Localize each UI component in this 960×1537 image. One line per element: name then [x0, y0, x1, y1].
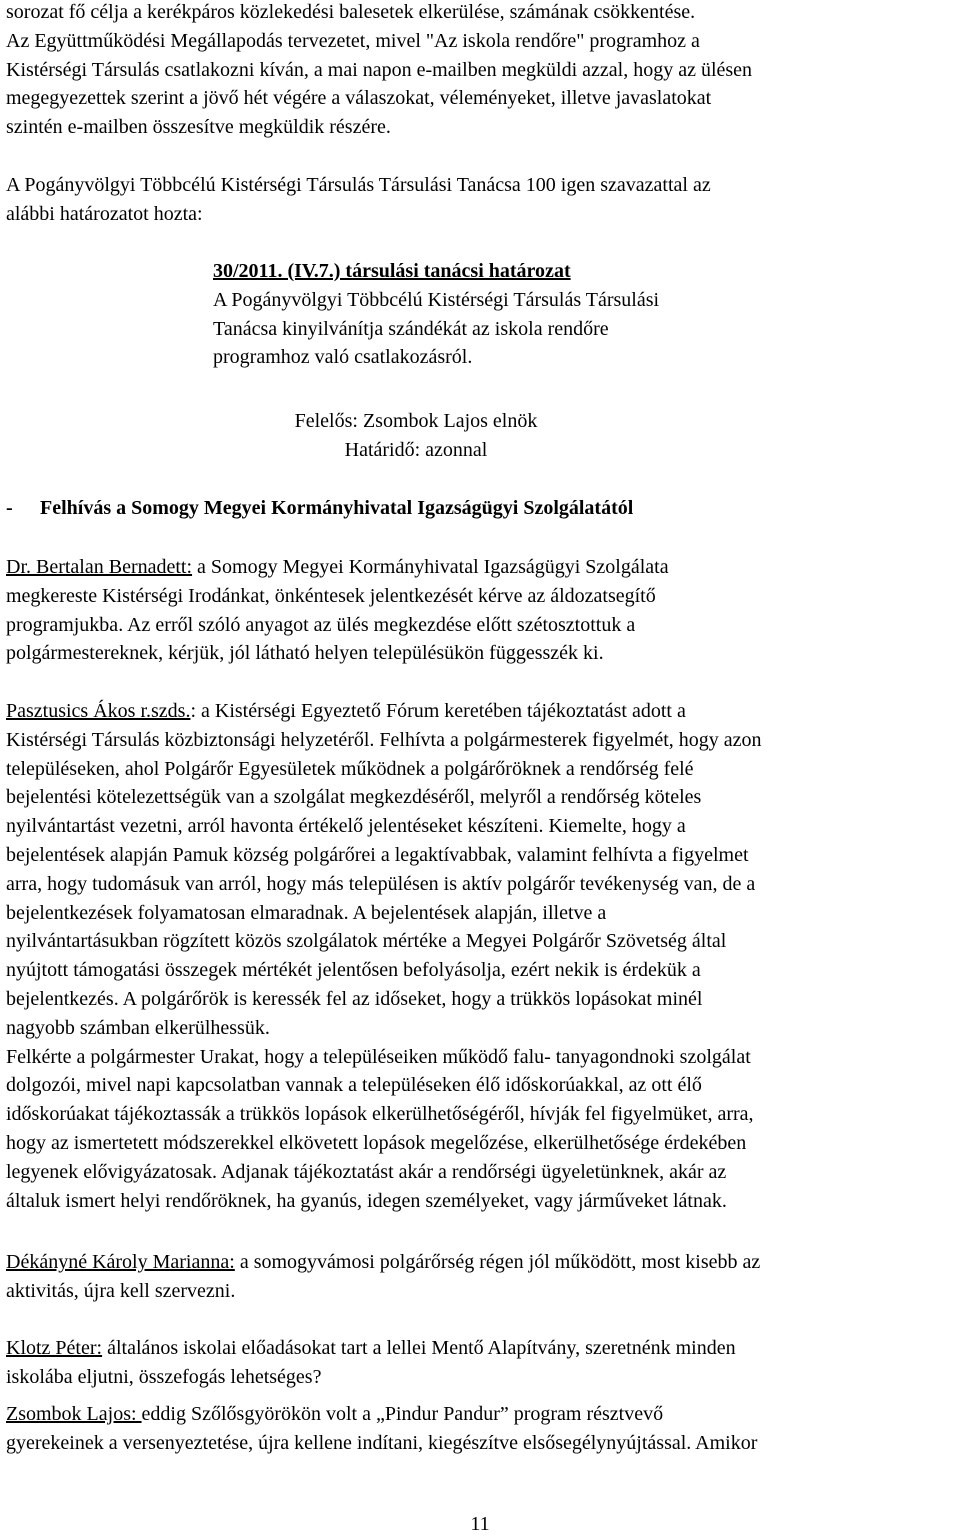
text-line: általuk ismert helyi rendőröknek, ha gyanús, idegen személyeket, vagy járműveket látnak. — [6, 1189, 727, 1212]
text-line — [6, 1400, 955, 1429]
text-line — [6, 1248, 955, 1277]
text-line: hogy az ismertetett módszerekkel elkövetett lopások megelőzése, elkerülhetősége érdekében — [6, 1131, 747, 1154]
paragraph-klotz — [6, 1334, 955, 1392]
text-line: bejelentkezések folyamatosan elmaradnak. A bejelentések alapján, illetve a — [6, 901, 607, 924]
text-line: megegyezettek szerint a jövő hét végére a válaszokat, véleményeket, illetve javaslatokat — [6, 87, 712, 110]
text-line: arra, hogy tudomásuk van arról, hogy más településen is aktív polgárőr tevékenység van, de a — [6, 872, 756, 895]
text-line: alábbi határozatot hozta: — [6, 202, 203, 225]
speaker-name: Pasztusics Ákos r.szds. — [6, 700, 191, 722]
text-line: Felkérte a polgármester Urakat, hogy a településeiken működő falu- tanyagondnoki szolgálat — [6, 1045, 751, 1068]
text-line: polgármestereknek, kérjük, jól látható helyen településükön függesszék ki. — [6, 642, 604, 665]
resolution-block — [213, 257, 953, 372]
text-line: megkereste Kistérségi Irodánkat, önkéntesek jelentkezését kérve az áldozatsegítő — [6, 584, 656, 607]
text-line: nyilvántartásukban rögzített közös szolgálatok mértéke a Megyei Polgárőr Szövetség által — [6, 930, 727, 953]
speaker-name: Dr. Bertalan Bernadett: — [6, 556, 193, 578]
text-span: a Somogy Megyei Kormányhivatal Igazságügyi Szolgálata — [192, 556, 669, 578]
text-line: nyilvántartást vezetni, arról havonta értékelő jelentéseket készíteni. Kiemelte, hogy a — [6, 815, 686, 838]
text-line: dolgozói, mivel napi kapcsolatban vannak a településeken élő időskorúakkal, az ott élő — [6, 1074, 702, 1097]
speaker-name: Dékányné Károly Marianna: — [6, 1251, 235, 1273]
text-line — [6, 697, 955, 726]
paragraph-bertalan — [6, 553, 955, 668]
speaker-name: Zsombok Lajos: — [6, 1403, 142, 1425]
paragraph-dekanyne — [6, 1248, 955, 1306]
text-span: a somogyvámosi polgárőrség régen jól működött, most kisebb az — [234, 1251, 761, 1273]
text-line: nyújtott támogatási összegek mértékét jelentősen befolyásolja, ezért nekik is érdekük a — [6, 959, 701, 982]
agenda-item — [6, 494, 955, 523]
text-line: Kistérségi Társulás csatlakozni kíván, a mai napon e-mailben megküldi azzal, hogy az ülésen — [6, 58, 753, 81]
text-line: településeken, ahol Polgárőr Egyesületek működnek a polgárőröknek a rendőrség felé — [6, 757, 694, 780]
text-line: iskolába eljutni, összefogás lehetséges? — [6, 1365, 322, 1388]
text-span: : a Kistérségi Egyeztető Fórum keretében tájékoztatást adott a — [190, 700, 686, 722]
resolution-title: 30/2011. (IV.7.) társulási tanácsi határozat — [213, 260, 571, 282]
vote-paragraph — [6, 171, 955, 229]
text-line — [6, 553, 955, 582]
agenda-dash: - — [6, 497, 13, 519]
text-line: aktivitás, újra kell szervezni. — [6, 1279, 236, 1302]
agenda-title: Felhívás a Somogy Megyei Kormányhivatal Igazságügyi Szolgálatától — [40, 497, 634, 519]
text-line: A Pogányvölgyi Többcélú Kistérségi Társulás Társulási Tanácsa 100 igen szavazattal az — [6, 174, 711, 196]
text-line: legyenek elővigyázatosak. Adjanak tájékoztatást akár a rendőrségi ügyeletünknek, akár az — [6, 1160, 727, 1183]
text-line: Kistérségi Társulás közbiztonsági helyzetéről. Felhívta a polgármesterek figyelmét, hogy azon — [6, 728, 762, 751]
text-line: bejelentések alapján Pamuk község polgárőrei a legaktívabbak, valamint felhívta a figyelmet — [6, 843, 749, 866]
text-line: bejelentési kötelezettségük van a szolgálat megkezdéséről, melyről a rendőrség köteles — [6, 786, 702, 809]
text-line: időskorúakat tájékoztassák a trükkös lopások elkerülhetőségéről, hívják fel figyelmüket, arra, — [6, 1103, 754, 1126]
speaker-name: Klotz Péter: — [6, 1337, 103, 1359]
text-line: gyerekeinek a versenyeztetése, újra kellene indítani, kiegészítve elsősegélynyújtással. Amikor — [6, 1431, 758, 1454]
text-line: bejelentkezés. A polgárőrök is keressék fel az időseket, hogy a trükkös lopásokat minél — [6, 987, 703, 1010]
text-line: sorozat fő célja a kerékpáros közlekedési balesetek elkerülése, számának csökkentése. — [6, 1, 696, 23]
text-line: szintén e-mailben összesítve megküldik részére. — [6, 116, 391, 139]
resolution-text: programhoz való csatlakozásról. — [213, 346, 473, 369]
paragraph-zsombok — [6, 1400, 955, 1458]
paragraph-pasztusics — [6, 697, 955, 1215]
responsible-line: Felelős: Zsombok Lajos elnök — [294, 410, 538, 432]
page-number: 11 — [470, 1513, 490, 1535]
text-span: eddig Szőlősgyörökön volt a „Pindur Pandur” program résztvevő — [141, 1403, 664, 1425]
intro-paragraph — [6, 0, 955, 142]
deadline-line: Határidő: azonnal — [344, 438, 488, 461]
text-line: Az Együttműködési Megállapodás tervezetet, mivel "Az iskola rendőre" programhoz a — [6, 29, 700, 52]
resolution-text: A Pogányvölgyi Többcélú Kistérségi Társulás Társulási — [213, 288, 660, 311]
resolution-footer — [213, 407, 639, 465]
text-line — [6, 1334, 955, 1363]
text-span: általános iskolai előadásokat tart a lellei Mentő Alapítvány, szeretnénk minden — [102, 1337, 736, 1359]
text-line: nagyobb számban elkerülhessük. — [6, 1016, 270, 1039]
text-line: programjukba. Az erről szóló anyagot az ülés megkezdése előtt szétosztottuk a — [6, 613, 636, 636]
resolution-text: Tanácsa kinyilvánítja szándékát az iskola rendőre — [213, 317, 609, 340]
